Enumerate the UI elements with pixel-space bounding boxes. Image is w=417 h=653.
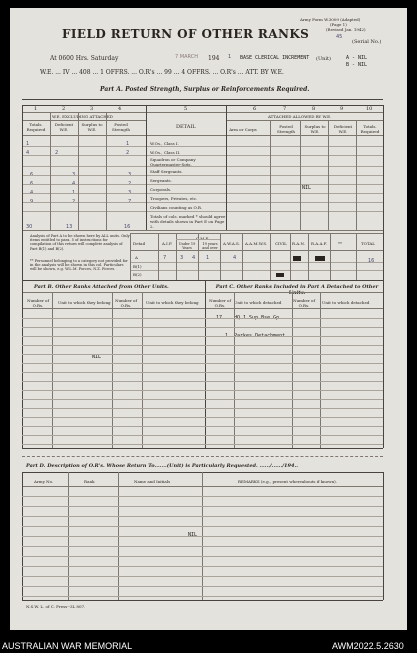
rule-line — [22, 586, 383, 587]
part-a-title: Part A. Posted Strength, Surplus or Reinforcements Required. — [100, 86, 310, 93]
page-label: (Page 1) — [330, 22, 347, 27]
pb-hdr-unit1: Unit to which they belong — [58, 300, 111, 305]
an-hdr-ran: R.A.N. — [292, 241, 305, 246]
rule-line — [22, 327, 383, 328]
hdr-r-totals: Totals. Required — [360, 124, 380, 134]
rule-line — [220, 233, 221, 280]
rule-line — [52, 292, 53, 448]
col-num-8: 8 — [312, 106, 316, 112]
rule-line — [242, 233, 243, 280]
pc-hdr-num2: Number of O.Rs. — [293, 298, 315, 308]
rule-line — [22, 399, 383, 400]
row5-c2: 4 — [72, 181, 76, 187]
part-a-attached-nil: NIL — [302, 185, 312, 191]
rule-line — [50, 112, 51, 230]
ink-blot — [276, 273, 284, 277]
rule-line — [22, 363, 383, 364]
serial-number: 45 — [336, 34, 343, 40]
rule-line — [234, 292, 235, 448]
hdr-detail: DETAIL — [176, 124, 196, 130]
row4-c1: 6 — [30, 172, 34, 178]
rule-line — [22, 308, 383, 309]
part-d-title: Part D. Description of O.R's. Whose Return To.......(Unit) is Particularly Requested. ....../....../194.. — [26, 463, 298, 469]
col-num-7: 7 — [283, 106, 287, 112]
totals-c2: 13 — [66, 224, 73, 230]
rule-line — [22, 105, 23, 285]
year-digit: 1 — [228, 54, 232, 60]
pd-hdr-rank: Rank — [84, 479, 95, 484]
rule-line — [22, 536, 383, 537]
row1-c1: 1 — [26, 141, 30, 147]
an-val-5: 4 — [233, 255, 237, 261]
row4-c4: 3 — [128, 172, 132, 178]
rule-line — [78, 112, 79, 230]
rule-line — [22, 456, 383, 457]
pd-hdr-army-no: Army No. — [34, 479, 54, 484]
pd-hdr-remarks: REMARKS (e.g., present whereabouts if known). — [238, 479, 337, 484]
rule-line — [22, 345, 383, 346]
an-hdr-civil: CIVIL — [275, 241, 287, 246]
a-nil: A - NIL — [346, 55, 368, 61]
hdr-r-deficient: Deficient W.E. — [333, 124, 353, 134]
date-stamp: 7 MARCH — [175, 54, 198, 60]
hdr-r-posted: Posted Strength — [277, 124, 295, 134]
serial-label: (Serial No.) — [352, 39, 382, 45]
rule-line — [158, 233, 159, 280]
pb-hdr-num1: Number of O.Rs. — [27, 298, 49, 308]
pb-hdr-num2: Number of O.Rs. — [115, 298, 137, 308]
revised-label: (Revised Jan. 1942) — [326, 27, 366, 32]
row4-c2: 3 — [72, 172, 76, 178]
rule-line — [22, 292, 383, 293]
rule-line — [22, 576, 383, 577]
analysis-note: Analysis of Part A to be shown here by ALL units. Only items entitled to para. 5 of instructions for compilation of this return will complete analysis of Part B(1) and B(2). — [30, 234, 130, 251]
rule-line — [292, 292, 293, 448]
an-hdr-aif: A.I.F. — [162, 241, 173, 246]
rule-line — [22, 105, 383, 106]
row6-c2: 1 — [72, 190, 76, 196]
pb-hdr-unit2: Unit to which they belong — [146, 300, 199, 305]
rule-line — [22, 448, 383, 449]
row2-c2: 2 — [55, 150, 59, 156]
row6-c1: 4 — [30, 190, 34, 196]
we-line: W.E. ... IV ... 408 ... 1 OFFRS. ... O.R's ... 99 ... 4 OFFRS. ... O.R's ... ATT. BY W.E. — [40, 69, 284, 76]
hdr-totals-required: Totals. Required — [26, 122, 46, 132]
rule-line — [176, 239, 220, 240]
col-num-9: 9 — [340, 106, 344, 112]
we-excluding-header: W.E. EXCLUDING ATTACHED — [52, 114, 113, 119]
rule-line — [130, 250, 383, 251]
rule-line — [383, 472, 384, 600]
hdr-posted: Posted Strength — [112, 122, 130, 132]
rule-line — [22, 408, 383, 409]
an-hdr-under19: Under 19 Years — [178, 242, 196, 250]
rule-line — [22, 120, 146, 121]
rule-line — [22, 506, 383, 507]
rule-line — [383, 105, 384, 285]
part-d-nil: NIL — [188, 532, 198, 538]
rule-line — [22, 444, 383, 445]
rule-line — [226, 105, 227, 230]
unit-label: (Unit) — [316, 56, 331, 62]
rule-line — [198, 233, 199, 280]
detail-cpls: Corporals. — [150, 187, 172, 192]
rule-line — [22, 596, 383, 597]
rule-line — [205, 280, 206, 448]
pc-hdr-unit1: Unit to which detached — [234, 300, 282, 305]
rule-line — [330, 233, 331, 280]
rule-line — [308, 233, 309, 280]
pc-hdr-num1: Number of O.Rs. — [209, 298, 231, 308]
form-title: FIELD RETURN OF OTHER RANKS — [62, 27, 310, 41]
rule-line — [142, 292, 143, 448]
an-hdr-aamws: A.A.M.W.S. — [245, 241, 268, 246]
an-val-2: 3 — [180, 255, 184, 261]
rule-line — [112, 292, 113, 448]
army-form-label: Army Form W.3009 (Adapted) — [300, 17, 361, 22]
unit-name: BASE CLERICAL INCREMENT — [240, 55, 310, 61]
part-b-title: Part B. Other Ranks Attached from Other Units. — [34, 284, 169, 290]
rule-line — [130, 233, 131, 280]
rule-line — [22, 280, 23, 448]
detail-civilians: Civilians counting as O.R. — [150, 205, 203, 210]
an-hdr-cmf: C.M.F. — [196, 236, 209, 241]
rule-line — [22, 496, 383, 497]
rule-line — [270, 120, 271, 230]
rule-line — [270, 233, 271, 280]
rule-line — [130, 270, 383, 271]
an-row-a: A — [135, 255, 138, 260]
rule-line — [22, 390, 383, 391]
rule-line — [356, 233, 357, 280]
row7-c4: 7 — [128, 199, 132, 205]
footer-institution: AUSTRALIAN WAR MEMORIAL — [2, 641, 133, 651]
rule-line — [22, 426, 383, 427]
detail-qms: Squadron or Company Quartermaster-Sgts. — [150, 157, 196, 167]
col-num-5: 5 — [184, 106, 188, 112]
rule-line — [290, 233, 291, 280]
pc-entry1-num: 17 — [216, 315, 223, 321]
personnel-note: ** Personnel belonging to a category not provided for in the analysis will be shown in this col. Particulars will be shown, e.g. W.L.M. Forces, N.Z. Forces. — [30, 259, 128, 272]
rule-line — [130, 233, 383, 234]
col-num-6: 6 — [253, 106, 257, 112]
detail-totals-note: Totals of cols. marked * should agree with details shown in Part E on Page 2. — [150, 214, 226, 229]
rule-line — [320, 292, 321, 448]
rule-line — [22, 516, 383, 517]
an-hdr-19over: 19 years and over — [202, 242, 218, 250]
detail-troopers: Troopers, Privates, etc. — [150, 196, 198, 201]
pc-entry2-num: 1 — [225, 333, 229, 339]
detail-wo1: W.Os., Class I. — [150, 141, 179, 146]
rule-line — [22, 336, 383, 337]
hdr-r-surplus: Surplus to W.E. — [304, 124, 326, 134]
an-hdr-detail: Detail — [133, 241, 146, 246]
pc-entry1-unit: HQ 1 Sup Bse Gp — [234, 315, 280, 321]
rule-line — [22, 372, 383, 373]
row6-c4: 3 — [128, 190, 132, 196]
row7-c2: 2 — [72, 199, 76, 205]
detail-wo2: W.Os., Class II. — [150, 150, 181, 155]
an-hdr-total: TOTAL — [361, 241, 375, 246]
rule-line — [22, 417, 383, 418]
ink-blot — [293, 256, 301, 261]
rule-line — [22, 556, 383, 557]
ink-blot — [315, 256, 325, 261]
pc-hdr-unit2: Unit to which detached — [322, 300, 370, 305]
col-num-10: 10 — [366, 106, 373, 112]
rule-line — [226, 120, 383, 121]
rule-line — [130, 262, 383, 263]
part-c-title: Part C. Other Ranks Included in Part A Detached to Other Units. — [215, 284, 379, 296]
rule-line — [22, 546, 383, 547]
totals-c1: 30 — [26, 224, 33, 230]
b-nil: B - NIL — [346, 62, 368, 68]
hdr-surplus: Surplus to W.E. — [81, 122, 103, 132]
part-b-nil: NIL — [92, 354, 102, 360]
rule-line — [300, 120, 301, 230]
rule-line — [176, 233, 177, 280]
rule-line — [356, 120, 357, 230]
rule-line — [22, 526, 383, 527]
detail-sgts: Sergeants. — [150, 178, 172, 183]
row2-c1: 4 — [26, 150, 30, 156]
col-num-4: 4 — [118, 106, 122, 112]
rule-line — [22, 112, 383, 113]
attached-allowed-header: ATTACHED ALLOWED BY W.E. — [268, 114, 332, 119]
time-line: At 0600 Hrs. Saturday — [50, 55, 119, 62]
an-val-4: 1 — [206, 255, 210, 261]
an-val-1: 7 — [163, 255, 167, 261]
an-total: 16 — [368, 258, 375, 264]
rule-line — [383, 280, 384, 448]
pd-hdr-name: Name and Initials — [134, 479, 171, 484]
rule-line — [22, 318, 383, 319]
row5-c1: 6 — [30, 181, 34, 187]
row2-c4: 2 — [126, 150, 130, 156]
year-label: 194 — [208, 55, 220, 62]
footer-accession: AWM2022.5.2630 — [332, 641, 404, 651]
row5-c4: 2 — [128, 181, 132, 187]
printer-line: N.S.W. L. of C. Press--3L 807. — [26, 604, 86, 609]
row7-c1: 9 — [30, 199, 34, 205]
an-hdr-awas: A.W.A.S. — [223, 241, 240, 246]
col-num-2: 2 — [62, 106, 66, 112]
an-row-b1: B(1) — [133, 264, 142, 269]
rule-line — [22, 566, 383, 567]
rule-line — [22, 280, 383, 281]
detail-staff-sgts: Staff Sergeants. — [150, 169, 183, 174]
rule-line — [22, 354, 383, 355]
totals-c4: 16 — [124, 224, 131, 230]
rule-line — [22, 230, 383, 231]
rule-line — [22, 99, 383, 100]
an-row-b2: B(2) — [133, 272, 142, 277]
an-hdr-raaf: R.A.A.F. — [311, 241, 328, 246]
rule-line — [328, 120, 329, 230]
col-num-1: 1 — [34, 106, 38, 112]
pc-entry2-unit: Parkes Detachment. — [234, 333, 289, 339]
rule-line — [22, 435, 383, 436]
an-hdr-star: ** — [338, 241, 342, 246]
hdr-deficient: Deficient W.E. — [54, 122, 74, 132]
rule-line — [22, 381, 383, 382]
hdr-arm-corps: Arm or Corps — [229, 127, 257, 132]
rule-line — [22, 600, 383, 601]
rule-line — [106, 112, 107, 230]
col-num-3: 3 — [90, 106, 94, 112]
an-val-3: 4 — [192, 255, 196, 261]
row1-c4: 1 — [126, 141, 130, 147]
rule-line — [146, 105, 147, 230]
